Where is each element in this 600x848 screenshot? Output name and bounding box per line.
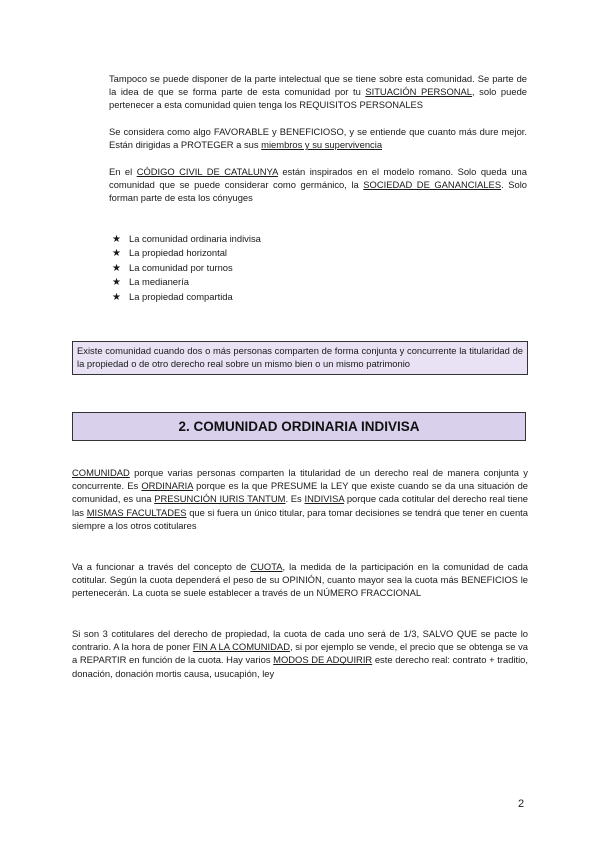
underlined-term: MISMAS FACULTADES — [86, 506, 187, 518]
list-item-label: La propiedad compartida — [129, 290, 233, 302]
paragraph-cotitulares — [72, 627, 528, 680]
text-span: que si fuera un único titular, para tomar decisiones se tendrá que tener en cuenta siempre a los otros cotitulares — [72, 506, 528, 531]
list-item-label: La comunidad ordinaria indivisa — [129, 233, 261, 244]
text-span: este derecho real: contrato + traditio, donación, donación mortis causa, usucapión, ley — [72, 654, 528, 679]
text-span: Si son 3 cotitulares del derecho de propiedad, la cuota de cada uno será de 1/3, SALVO QUE se pacte lo contrario. A la hora de poner — [72, 628, 528, 653]
underlined-term: ORDINARIA — [141, 480, 193, 492]
text-span: Tampoco se puede disponer de la parte intelectual que se tiene sobre esta comunidad. Se parte de la idea de que se forma parte de esta comunidad por tu — [109, 73, 527, 98]
text-span: Va a funcionar a través del concepto de — [72, 561, 251, 572]
paragraph-codigo-civil — [109, 165, 527, 205]
paragraph-favorable — [109, 125, 527, 151]
text-span: En el — [109, 166, 137, 177]
underlined-term: MODOS DE ADQUIRIR — [273, 654, 373, 666]
text-span: , solo puede pertenecer a esta comunidad quien tenga los REQUISITOS PERSONALES — [109, 86, 527, 111]
text-span: . Es — [285, 493, 305, 505]
star-bullet-icon: ★ — [112, 277, 121, 289]
text-span: , la medida de la participación en la comunidad de cada cotitular. Según la cuota dependerá el peso de su OPINIÓN, cuanto mayor sea la cuota más BENEFICIOS le pertenecerán. La cuota se suele establecer a través de un NÚMERO FRACCIONAL — [72, 561, 528, 599]
underlined-term: CÓDIGO CIVIL DE CATALUNYA — [136, 166, 278, 177]
list-item — [112, 246, 261, 260]
list-item-label: La comunidad por turnos — [129, 261, 233, 273]
list-item-label: La medianería — [129, 276, 189, 288]
underlined-term: COMUNIDAD — [72, 467, 130, 478]
text-span: porque cada cotitular del derecho real tiene las — [72, 493, 528, 518]
paragraph-situacion-personal — [109, 72, 527, 112]
list-item — [112, 275, 261, 289]
list-item — [112, 261, 261, 275]
star-bullet-icon: ★ — [112, 291, 121, 303]
text-span: porque varias personas comparten la titularidad de un derecho real de manera conjunta y concurrente. Es — [72, 467, 528, 492]
section-heading: 2. COMUNIDAD ORDINARIA INDIVISA — [72, 412, 526, 441]
text-span: porque es la que PRESUME la LEY que existe cuando se da una situación de comunidad, es una — [72, 480, 528, 505]
star-bullet-icon: ★ — [112, 234, 121, 245]
underlined-term: SITUACIÓN PERSONAL — [365, 86, 473, 98]
underlined-term: miembros y su supervivencia — [261, 139, 383, 151]
paragraph-comunidad-ordinaria — [72, 466, 528, 532]
underlined-term: PRESUNCIÓN IURIS TANTUM — [154, 493, 286, 505]
text-span: . Solo forman parte de esta los cónyuges — [109, 179, 528, 204]
list-item — [112, 290, 261, 304]
underlined-term: FIN A LA COMUNIDAD — [192, 641, 290, 653]
star-bullet-icon: ★ — [112, 262, 121, 274]
underlined-term: CUOTA — [250, 561, 283, 572]
text-span: Se considera como algo FAVORABLE y BENEFICIOSO, y se entiende que cuanto más dure mejor. Están dirigidas a PROTEGER a sus — [109, 126, 527, 151]
underlined-term: SOCIEDAD DE GANANCIALES — [363, 179, 502, 191]
text-span: están inspirados en el modelo romano. Solo queda una comunidad que se puede considerar como germánico, la — [109, 166, 527, 191]
text-span: , si por ejemplo se vende, el precio que se obtenga se va a REPARTIR en función de la cuota. Hay varios — [72, 641, 528, 666]
list-item — [112, 232, 261, 246]
paragraph-cuota — [72, 560, 528, 600]
list-item-label: La propiedad horizontal — [129, 247, 227, 259]
underlined-term: INDIVISA — [304, 493, 345, 505]
page-number: 2 — [518, 798, 525, 810]
definition-box: Existe comunidad cuando dos o más personas comparten de forma conjunta y concurrente la titularidad de la propiedad o de otro derecho real sobre un mismo bien o un mismo patrimonio — [72, 341, 528, 375]
star-bullet-icon: ★ — [112, 248, 121, 260]
bullet-list — [112, 232, 261, 304]
